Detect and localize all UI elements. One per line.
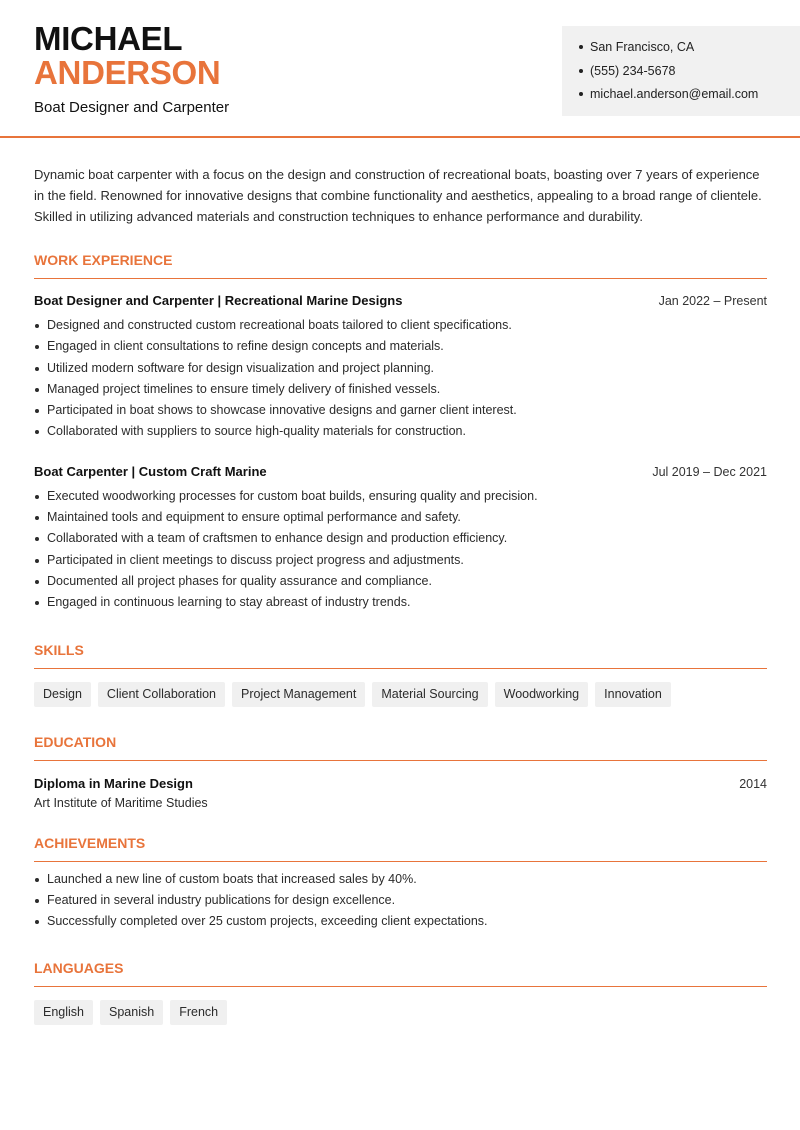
section-title-achievements: ACHIEVEMENTS xyxy=(34,835,767,862)
language-chip: Spanish xyxy=(100,1000,163,1025)
job-entry-dates: Jul 2019 – Dec 2021 xyxy=(652,464,767,479)
job-bullet: Managed project timelines to ensure timely delivery of finished vessels. xyxy=(34,382,767,403)
contact-location: San Francisco, CA xyxy=(578,39,800,63)
job-bullet: Engaged in client consultations to refine design concepts and materials. xyxy=(34,339,767,360)
contact-phone: (555) 234-5678 xyxy=(578,63,800,87)
job-bullet: Documented all project phases for quality assurance and compliance. xyxy=(34,574,767,595)
work-experience-section xyxy=(34,252,767,617)
job-entry-title: Boat Carpenter | Custom Craft Marine xyxy=(34,463,267,479)
job-entry-title: Boat Designer and Carpenter | Recreational Marine Designs xyxy=(34,293,403,308)
skills-section xyxy=(34,642,767,707)
skill-chip: Material Sourcing xyxy=(372,682,487,707)
skills-list xyxy=(34,682,767,707)
skill-chip: Project Management xyxy=(232,682,365,707)
job-bullet: Utilized modern software for design visualization and project planning. xyxy=(34,361,767,382)
language-chip: French xyxy=(170,1000,227,1025)
job-bullet: Participated in client meetings to discuss project progress and adjustments. xyxy=(34,553,767,574)
education-section xyxy=(34,734,767,810)
contact-box xyxy=(562,26,800,116)
job-title: Boat Designer and Carpenter xyxy=(34,99,230,116)
job-entry xyxy=(34,293,767,446)
job-bullet: Participated in boat shows to showcase innovative designs and garner client interest. xyxy=(34,403,767,424)
education-institution: Art Institute of Maritime Studies xyxy=(34,795,208,810)
job-entry-dates: Jan 2022 – Present xyxy=(658,294,767,308)
section-title-work: WORK EXPERIENCE xyxy=(34,252,767,279)
section-title-languages: LANGUAGES xyxy=(34,960,767,987)
skill-chip: Innovation xyxy=(595,682,671,707)
education-year: 2014 xyxy=(739,776,767,791)
job-bullet: Designed and constructed custom recreational boats tailored to client specifications. xyxy=(34,318,767,339)
last-name: ANDERSON xyxy=(34,54,221,91)
job-bullet: Executed woodworking processes for custom boat builds, ensuring quality and precision. xyxy=(34,489,767,510)
achievements-section xyxy=(34,835,767,936)
achievement-item: Featured in several industry publications for design excellence. xyxy=(34,893,767,914)
language-chip: English xyxy=(34,1000,93,1025)
achievement-item: Successfully completed over 25 custom projects, exceeding client expectations. xyxy=(34,914,767,935)
languages-section xyxy=(34,960,767,1025)
job-bullet: Maintained tools and equipment to ensure optimal performance and safety. xyxy=(34,510,767,531)
job-entry xyxy=(34,464,767,617)
contact-email[interactable]: michael.anderson@email.com xyxy=(578,86,800,110)
skill-chip: Client Collaboration xyxy=(98,682,225,707)
achievement-item: Launched a new line of custom boats that increased sales by 40%. xyxy=(34,872,767,893)
languages-list xyxy=(34,1000,767,1025)
education-degree: Diploma in Marine Design xyxy=(34,775,193,791)
first-name: MICHAEL xyxy=(34,20,183,57)
candidate-name xyxy=(34,22,220,90)
resume-header xyxy=(0,0,800,138)
skill-chip: Design xyxy=(34,682,91,707)
skill-chip: Woodworking xyxy=(495,682,589,707)
section-title-skills: SKILLS xyxy=(34,642,767,669)
job-bullet: Engaged in continuous learning to stay abreast of industry trends. xyxy=(34,595,767,616)
job-bullet: Collaborated with a team of craftsmen to enhance design and production efficiency. xyxy=(34,531,767,552)
education-entry xyxy=(34,776,767,810)
section-title-education: EDUCATION xyxy=(34,734,767,761)
job-bullet: Collaborated with suppliers to source high-quality materials for construction. xyxy=(34,424,767,445)
summary: Dynamic boat carpenter with a focus on the design and construction of recreational boats, boasting over 7 years of experience in the field. Renowned for innovative designs that combine functionality and aesthetics, appealing to a broad range of clientele. Skilled in utilizing advanced materials and construction techniques to enhance performance and durability. xyxy=(34,167,762,224)
